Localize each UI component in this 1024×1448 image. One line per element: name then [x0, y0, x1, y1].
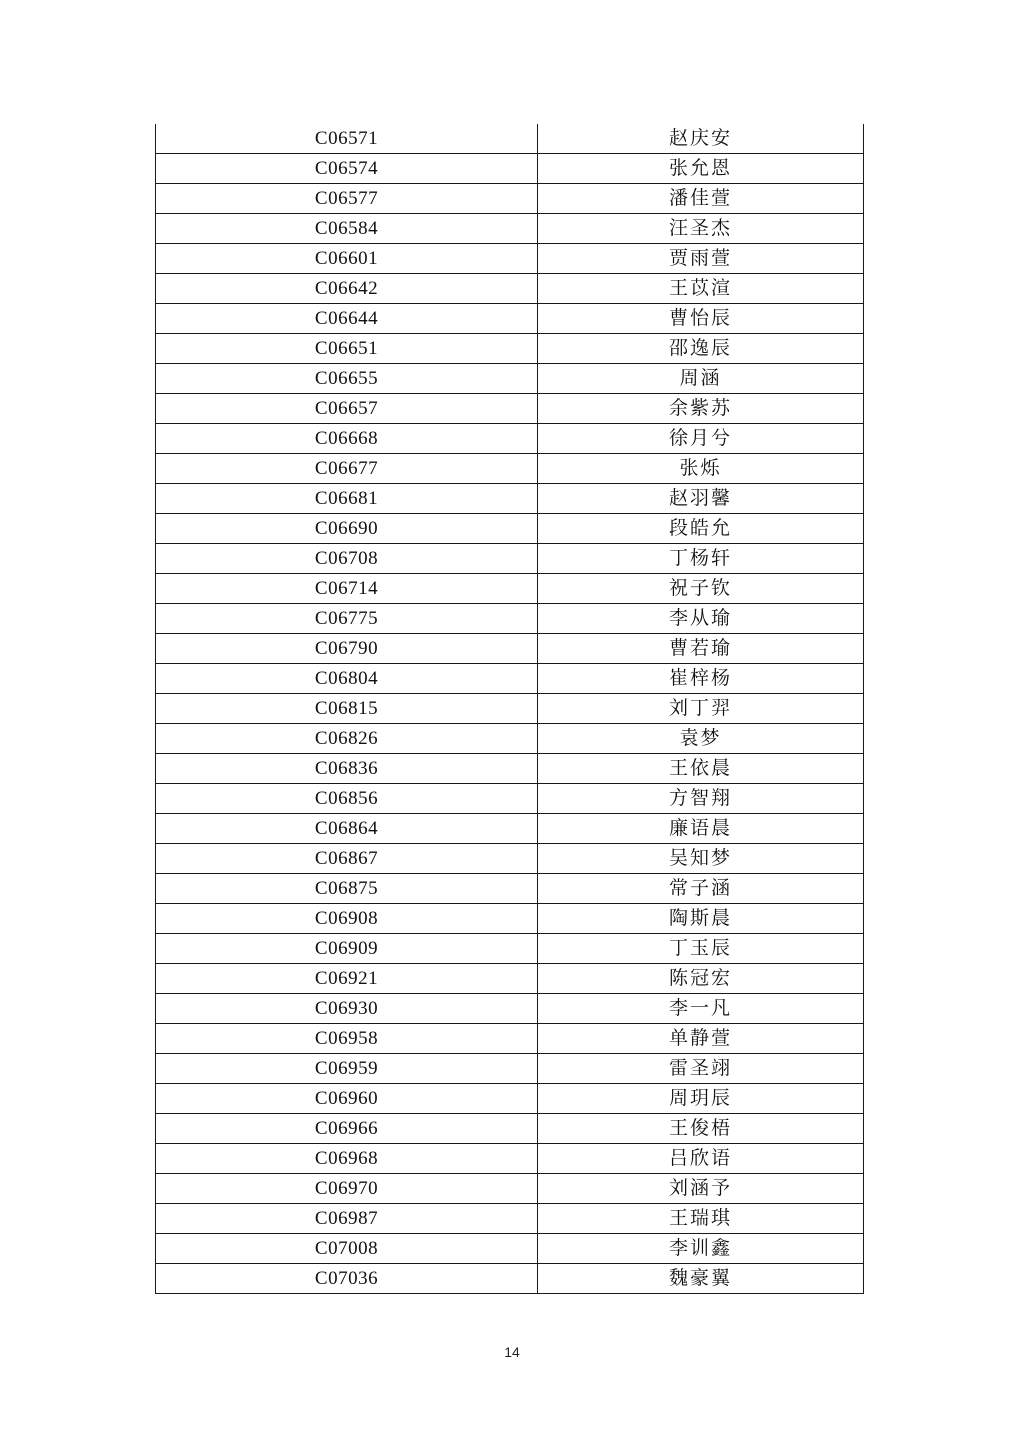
- candidate-name-cell: 常子涵: [538, 874, 864, 904]
- candidate-code-cell: C07036: [156, 1264, 538, 1294]
- page-number: 14: [504, 1344, 520, 1360]
- candidate-code-cell: C06657: [156, 394, 538, 424]
- table-row: [156, 274, 864, 304]
- candidate-name-cell: 余紫苏: [538, 394, 864, 424]
- table-row: [156, 154, 864, 184]
- candidate-code-cell: C06875: [156, 874, 538, 904]
- table-row: [156, 1144, 864, 1174]
- candidate-name-cell: 邵逸辰: [538, 334, 864, 364]
- candidate-code-cell: C06644: [156, 304, 538, 334]
- candidate-code-cell: C06651: [156, 334, 538, 364]
- table-row: [156, 694, 864, 724]
- candidate-name-cell: 袁梦: [538, 724, 864, 754]
- roster-table: [155, 124, 864, 1294]
- table-row: [156, 1024, 864, 1054]
- table-row: [156, 814, 864, 844]
- table-row: [156, 1204, 864, 1234]
- candidate-code-cell: C06930: [156, 994, 538, 1024]
- candidate-code-cell: C06601: [156, 244, 538, 274]
- candidate-name-cell: 雷圣翊: [538, 1054, 864, 1084]
- table-row: [156, 424, 864, 454]
- candidate-code-cell: C06966: [156, 1114, 538, 1144]
- candidate-code-cell: C06960: [156, 1084, 538, 1114]
- candidate-name-cell: 贾雨萱: [538, 244, 864, 274]
- candidate-code-cell: C06826: [156, 724, 538, 754]
- candidate-code-cell: C06836: [156, 754, 538, 784]
- candidate-name-cell: 曹怡辰: [538, 304, 864, 334]
- table-row: [156, 334, 864, 364]
- table-row: [156, 544, 864, 574]
- candidate-code-cell: C06690: [156, 514, 538, 544]
- candidate-name-cell: 李一凡: [538, 994, 864, 1024]
- candidate-name-cell: 徐月兮: [538, 424, 864, 454]
- candidate-name-cell: 祝子钦: [538, 574, 864, 604]
- candidate-name-cell: 王依晨: [538, 754, 864, 784]
- candidate-name-cell: 方智翔: [538, 784, 864, 814]
- candidate-code-cell: C06908: [156, 904, 538, 934]
- candidate-code-cell: C06867: [156, 844, 538, 874]
- table-row: [156, 124, 864, 154]
- candidate-code-cell: C06775: [156, 604, 538, 634]
- table-row: [156, 454, 864, 484]
- table-row: [156, 514, 864, 544]
- table-row: [156, 1114, 864, 1144]
- candidate-code-cell: C06864: [156, 814, 538, 844]
- candidate-name-cell: 张允恩: [538, 154, 864, 184]
- candidate-code-cell: C06815: [156, 694, 538, 724]
- table-row: [156, 754, 864, 784]
- candidate-name-cell: 周涵: [538, 364, 864, 394]
- table-row: [156, 664, 864, 694]
- candidate-name-cell: 单静萱: [538, 1024, 864, 1054]
- candidate-code-cell: C06958: [156, 1024, 538, 1054]
- table-row: [156, 634, 864, 664]
- candidate-name-cell: 陶斯晨: [538, 904, 864, 934]
- candidate-name-cell: 周玥辰: [538, 1084, 864, 1114]
- candidate-code-cell: C06714: [156, 574, 538, 604]
- candidate-name-cell: 刘涵予: [538, 1174, 864, 1204]
- candidate-name-cell: 吕欣语: [538, 1144, 864, 1174]
- roster-table-body: [156, 124, 864, 1294]
- candidate-code-cell: C06987: [156, 1204, 538, 1234]
- candidate-name-cell: 赵庆安: [538, 124, 864, 154]
- candidate-name-cell: 张烁: [538, 454, 864, 484]
- candidate-code-cell: C06708: [156, 544, 538, 574]
- candidate-code-cell: C06642: [156, 274, 538, 304]
- candidate-name-cell: 李训鑫: [538, 1234, 864, 1264]
- candidate-name-cell: 李从瑜: [538, 604, 864, 634]
- table-row: [156, 604, 864, 634]
- candidate-code-cell: C06681: [156, 484, 538, 514]
- table-row: [156, 724, 864, 754]
- candidate-code-cell: C06574: [156, 154, 538, 184]
- candidate-name-cell: 廉语晨: [538, 814, 864, 844]
- table-row: [156, 1234, 864, 1264]
- table-row: [156, 874, 864, 904]
- candidate-code-cell: C06921: [156, 964, 538, 994]
- candidate-code-cell: C06909: [156, 934, 538, 964]
- candidate-name-cell: 吴知梦: [538, 844, 864, 874]
- candidate-code-cell: C06584: [156, 214, 538, 244]
- candidate-name-cell: 潘佳萱: [538, 184, 864, 214]
- table-row: [156, 574, 864, 604]
- candidate-code-cell: C06571: [156, 124, 538, 154]
- candidate-code-cell: C06677: [156, 454, 538, 484]
- candidate-code-cell: C06959: [156, 1054, 538, 1084]
- table-row: [156, 844, 864, 874]
- candidate-name-cell: 魏豪翼: [538, 1264, 864, 1294]
- table-row: [156, 1084, 864, 1114]
- table-row: [156, 184, 864, 214]
- table-row: [156, 964, 864, 994]
- table-row: [156, 364, 864, 394]
- table-row: [156, 394, 864, 424]
- candidate-code-cell: C06968: [156, 1144, 538, 1174]
- candidate-name-cell: 王苡渲: [538, 274, 864, 304]
- candidate-name-cell: 汪圣杰: [538, 214, 864, 244]
- candidate-name-cell: 崔梓杨: [538, 664, 864, 694]
- table-row: [156, 244, 864, 274]
- candidate-name-cell: 赵羽馨: [538, 484, 864, 514]
- candidate-code-cell: C06668: [156, 424, 538, 454]
- candidate-code-cell: C06790: [156, 634, 538, 664]
- candidate-code-cell: C06655: [156, 364, 538, 394]
- table-row: [156, 994, 864, 1024]
- candidate-name-cell: 陈冠宏: [538, 964, 864, 994]
- candidate-name-cell: 曹若瑜: [538, 634, 864, 664]
- candidate-code-cell: C07008: [156, 1234, 538, 1264]
- roster-table-container: [155, 124, 863, 1294]
- table-row: [156, 784, 864, 814]
- candidate-code-cell: C06856: [156, 784, 538, 814]
- candidate-code-cell: C06970: [156, 1174, 538, 1204]
- table-row: [156, 934, 864, 964]
- table-row: [156, 1264, 864, 1294]
- table-row: [156, 904, 864, 934]
- table-row: [156, 1054, 864, 1084]
- candidate-code-cell: C06577: [156, 184, 538, 214]
- candidate-name-cell: 王瑞琪: [538, 1204, 864, 1234]
- table-row: [156, 484, 864, 514]
- candidate-name-cell: 段皓允: [538, 514, 864, 544]
- candidate-name-cell: 王俊梧: [538, 1114, 864, 1144]
- candidate-name-cell: 丁玉辰: [538, 934, 864, 964]
- candidate-name-cell: 丁杨轩: [538, 544, 864, 574]
- table-row: [156, 304, 864, 334]
- candidate-code-cell: C06804: [156, 664, 538, 694]
- table-row: [156, 1174, 864, 1204]
- table-row: [156, 214, 864, 244]
- candidate-name-cell: 刘丁羿: [538, 694, 864, 724]
